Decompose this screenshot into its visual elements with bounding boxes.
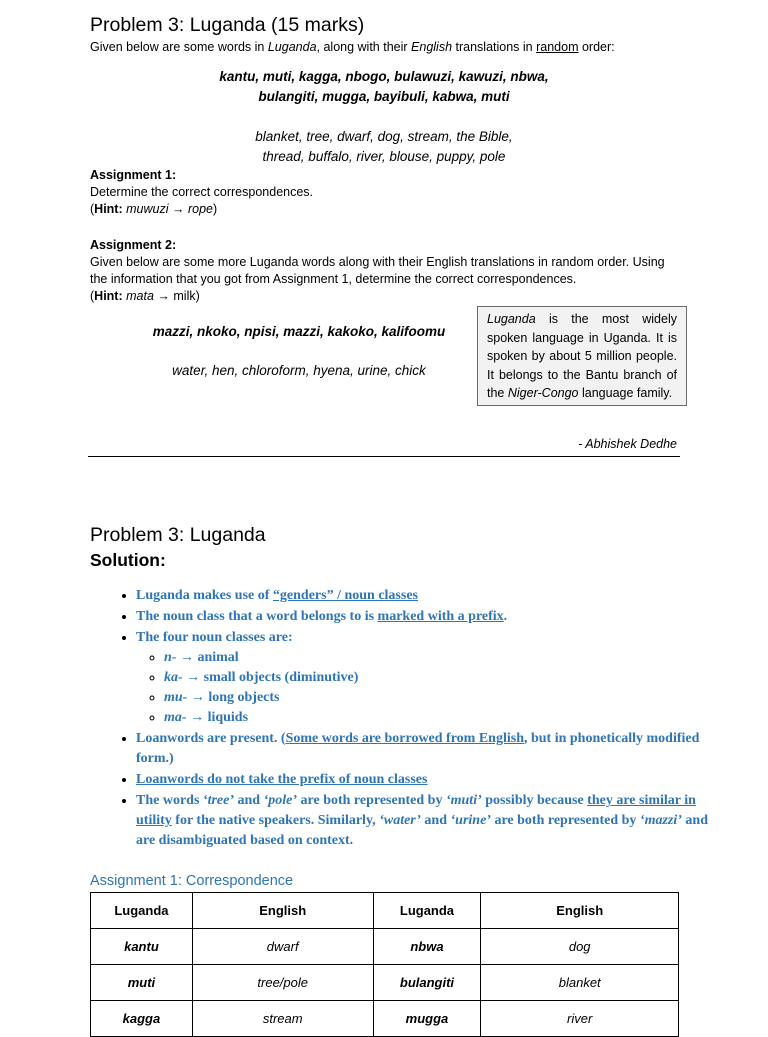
table-cell: mugga <box>373 1001 481 1037</box>
column-header: English <box>481 893 679 929</box>
assignment1-text: Determine the correct correspondences. <box>90 185 314 199</box>
info-box: Luganda is the most widely spoken language in Uganda. It is spoken by about 5 million people. It belongs to the Bantu branch of the Niger-Congo language family. <box>477 306 687 406</box>
list-item: ◦ n- → animal <box>164 648 726 668</box>
solution-title: Problem 3: Luganda <box>90 524 266 546</box>
list-item: ◦ ma- → liquids <box>164 708 726 728</box>
problem-intro: Given below are some words in Luganda, along with their English translations in random order: <box>90 40 615 54</box>
list-item: • The four noun classes are: ◦ n- → animal ◦ ka- → small objects (diminutive) ◦ mu- → long objects ◦ ma- → liquids <box>136 628 726 728</box>
table-cell: kagga <box>91 1001 193 1037</box>
arrow-icon: → <box>171 202 185 216</box>
assignment2: Assignment 2: Given below are some more Luganda words along with their English translations in random order. Using the information that you got from Assignment 1, determine the correct correspondences. (Hint: mata → milk) <box>90 237 690 305</box>
table-cell: stream <box>192 1001 373 1037</box>
list-item: • Loanwords do not take the prefix of noun classes <box>136 770 726 790</box>
assignment1-hint: (Hint: muwuzi → rope) <box>90 202 218 216</box>
table-cell: kantu <box>91 929 193 965</box>
assignment2-luganda-words: mazzi, nkoko, npisi, mazzi, kakoko, kalifoomu <box>152 324 446 339</box>
column-header: Luganda <box>91 893 193 929</box>
list-item: ◦ mu- → long objects <box>164 688 726 708</box>
arrow-icon: → <box>157 289 170 303</box>
table-cell: bulangiti <box>373 965 481 1001</box>
arrow-icon: → <box>179 650 194 665</box>
table-cell: blanket <box>481 965 679 1001</box>
solution-subtitle: Solution: <box>90 550 166 570</box>
list-item: ◦ ka- → small objects (diminutive) <box>164 668 726 688</box>
correspondence-table <box>90 892 679 1037</box>
arrow-icon: → <box>190 690 205 705</box>
assignment2-english-words: water, hen, chloroform, hyena, urine, chick <box>172 363 426 378</box>
solution-bullets <box>100 586 726 852</box>
assignment1 <box>90 167 690 218</box>
column-header: Luganda <box>373 893 481 929</box>
list-item: • Luganda makes use of “genders” / noun classes <box>136 586 726 606</box>
table-row <box>91 929 679 965</box>
table-cell: dwarf <box>192 929 373 965</box>
table-cell: nbwa <box>373 929 481 965</box>
table-header-row <box>91 893 679 929</box>
arrow-icon: → <box>190 710 205 725</box>
noun-class-list <box>136 648 726 728</box>
table-cell: tree/pole <box>192 965 373 1001</box>
table-cell: muti <box>91 965 193 1001</box>
english-word-list: blanket, tree, dwarf, dog, stream, the Bible, thread, buffalo, river, blouse, puppy, pole <box>255 129 513 164</box>
assignment2-hint: (Hint: mata → milk) <box>90 289 200 303</box>
assignment2-heading: Assignment 2: <box>90 238 177 252</box>
luganda-word-list: kantu, muti, kagga, nbogo, bulawuzi, kawuzi, nbwa, bulangiti, mugga, bayibuli, kabwa, muti <box>219 69 549 104</box>
divider <box>88 456 680 457</box>
table-cell: river <box>481 1001 679 1037</box>
assignment1-heading: Assignment 1: <box>90 168 177 182</box>
table-row <box>91 1001 679 1037</box>
list-item: • The noun class that a word belongs to is marked with a prefix. <box>136 607 726 627</box>
table-row <box>91 965 679 1001</box>
arrow-icon: → <box>186 670 201 685</box>
list-item: • Loanwords are present. (Some words are borrowed from English, but in phonetically modified form.) <box>136 729 726 769</box>
problem-title: Problem 3: Luganda (15 marks) <box>90 14 365 36</box>
list-item: • The words ‘tree’ and ‘pole’ are both represented by ‘muti’ possibly because they are similar in utility for the native speakers. Similarly, ‘water’ and ‘urine’ are both represented by ‘mazzi’ and are disambiguated based on context. <box>136 791 726 851</box>
column-header: English <box>192 893 373 929</box>
table-heading: Assignment 1: Correspondence <box>90 873 294 889</box>
table-cell: dog <box>481 929 679 965</box>
author: - Abhishek Dedhe <box>578 437 677 451</box>
